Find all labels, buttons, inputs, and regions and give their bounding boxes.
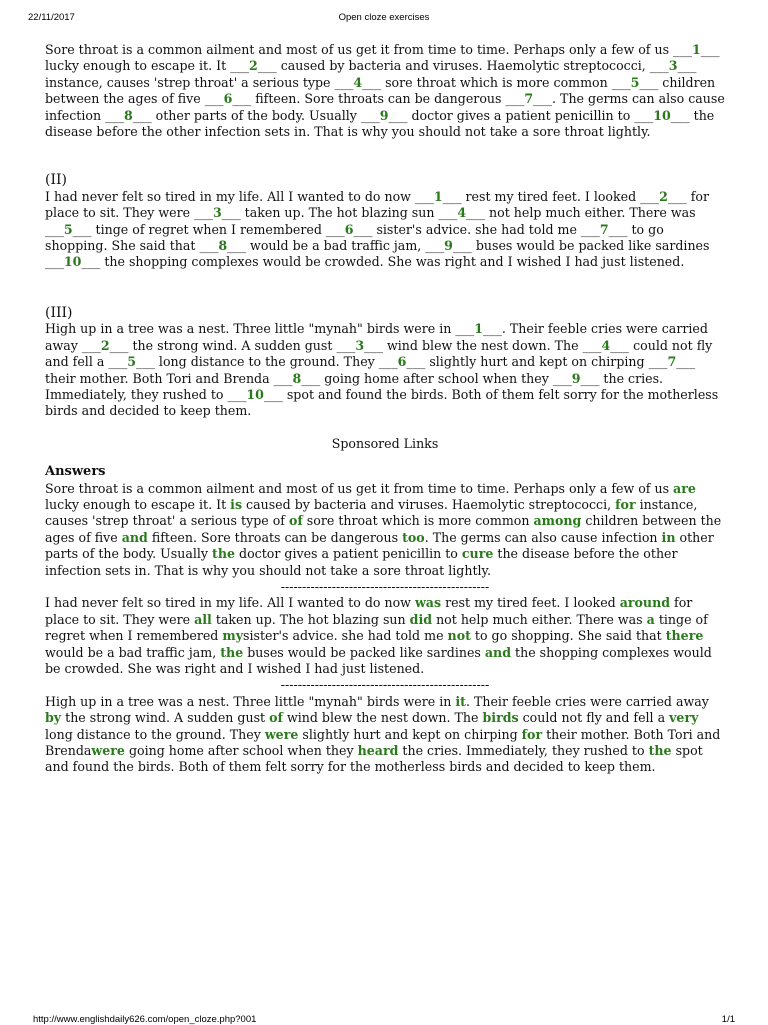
exercise3-text-8: ___ could not fly and fell a ___ — [45, 337, 713, 370]
answer3-text-20: spot and found the birds. Both of them felt sorry for the motherless birds and decided to keep them. — [45, 743, 703, 775]
answer2-blank-19: and — [484, 644, 512, 660]
exercise2-blank-5: 3 — [213, 205, 222, 221]
exercise3-blank-9: 5 — [127, 354, 137, 370]
exercise2-blank-9: 5 — [63, 221, 73, 237]
exercise1-blank-11: 6 — [223, 91, 233, 107]
answer3-text-6: wind blew the nest down. The — [282, 710, 483, 726]
answer2-text-16: would be a bad traffic jam, — [45, 644, 221, 660]
answer1-text-14: . The germs can also cause infection — [424, 529, 662, 545]
exercise2-text-14: ___ to go shopping. She said that ___ — [45, 221, 664, 254]
answer1-blank-7: of — [288, 513, 303, 529]
exercise3-text-4: ___ the strong wind. A sudden gust ___ — [109, 337, 356, 353]
answer2-text-6: taken up. The hot blazing sun — [211, 611, 410, 627]
footer-page-number: 1/1 — [721, 1014, 735, 1025]
sponsored-links-label: Sponsored Links — [331, 435, 439, 451]
exercise3-text-18: ___ the cries. Immediately, they rushed to ___ — [45, 370, 664, 402]
exercise2-text-6: ___ taken up. The hot blazing sun ___ — [221, 205, 458, 221]
exercise2-text-12: ___ sister's advice. she had told me ___ — [353, 221, 600, 237]
separator-2: ------------------------------------------------- — [280, 677, 490, 693]
separator-1: ------------------------------------------------- — [280, 578, 490, 594]
answer2-text-18: buses would be packed like sardines — [243, 644, 485, 660]
answer2-blank-7: did — [409, 611, 433, 627]
exercise2-blank-17: 9 — [444, 238, 453, 254]
exercise1-blank-1: 1 — [691, 42, 701, 57]
exercise2-blank-11: 6 — [344, 221, 354, 237]
answer-2-passage — [45, 595, 725, 677]
exercise1-text-20: ___ the disease before the other infection sets in. That is why you should not take a sore throat lightly. — [45, 107, 715, 140]
answer1-blank-9: among — [533, 513, 582, 529]
answer1-blank-15: in — [661, 529, 676, 545]
exercise2-blank-13: 7 — [599, 221, 609, 237]
answer1-text-10: children between the ages of five — [45, 513, 722, 545]
answer3-blank-15: were — [91, 743, 125, 759]
exercise1-blank-9: 5 — [630, 74, 640, 90]
exercise2-text-20: ___ the shopping complexes would be crowded. She was right and I wished I had just listened. — [81, 254, 685, 270]
answer2-blank-13: not — [447, 628, 471, 644]
exercise1-text-12: ___ fifteen. Sore throats can be dangerous ___ — [232, 91, 525, 107]
exercise1-text-16: ___ other parts of the body. Usually ___ — [132, 107, 380, 123]
exercise1-blank-7: 4 — [353, 74, 363, 90]
exercise2-blank-1: 1 — [433, 188, 443, 204]
exercise1-blank-15: 8 — [123, 107, 133, 123]
answer3-blank-17: heard — [357, 743, 399, 759]
exercise2-text-4: ___ for place to sit. They were ___ — [45, 188, 709, 221]
exercise3-blank-3: 2 — [100, 337, 110, 353]
exercise3-text-10: ___ long distance to the ground. They ___ — [136, 354, 398, 370]
answer3-blank-9: very — [669, 710, 699, 726]
answer3-text-2: . Their feeble cries were carried away — [465, 693, 709, 709]
answer3-text-12: slightly hurt and kept on chirping — [298, 726, 522, 742]
exercise3-blank-17: 9 — [571, 370, 581, 386]
answer1-text-12: fifteen. Sore throats can be dangerous — [147, 529, 403, 545]
exercise1-text-14: ___. The germs can also cause infection ___ — [45, 91, 725, 123]
answer1-text-20: the disease before the other infection sets in. That is why you should not take a sore throat lightly. — [45, 546, 678, 578]
exercise1-text-4: ___ caused by bacteria and viruses. Haemolytic streptococci, ___ — [257, 58, 669, 74]
answer1-text-6: instance, causes 'strep throat' a serious type of — [45, 496, 698, 529]
exercise3-blank-13: 7 — [667, 354, 677, 370]
answer1-blank-3: is — [230, 496, 243, 512]
answer2-text-12: sister's advice. she had told me — [243, 628, 448, 644]
answer1-blank-11: and — [121, 529, 148, 545]
answer2-blank-15: there — [665, 628, 704, 644]
answer2-text-0: I had never felt so tired in my life. All I wanted to do now — [45, 595, 415, 611]
exercise2-blank-3: 2 — [659, 188, 668, 204]
answer3-text-14: their mother. Both Tori and Brenda — [45, 726, 721, 759]
answer1-text-0: Sore throat is a common ailment and most of us get it from time to time. Perhaps only a few of us — [45, 480, 674, 496]
exercise1-blank-19: 10 — [653, 107, 671, 123]
exercise2-blank-19: 10 — [63, 254, 82, 270]
answer3-blank-5: of — [269, 710, 283, 726]
answer3-text-4: the strong wind. A sudden gust — [61, 710, 270, 726]
answer1-blank-19: cure — [461, 546, 494, 562]
answer3-text-16: going home after school when they — [124, 743, 358, 759]
answer2-text-20: the shopping complexes would be crowded. She was right and I wished I had just listened. — [45, 644, 712, 676]
exercise2-blank-15: 8 — [218, 238, 228, 254]
print-title: Open cloze exercises — [338, 12, 430, 23]
exercise-2-passage — [45, 189, 725, 271]
exercise1-blank-17: 9 — [379, 107, 389, 123]
exercise2-text-8: ___ not help much either. There was ___ — [45, 205, 696, 237]
exercise3-text-0: High up in a tree was a nest. Three little "mynah" birds were in ___ — [45, 321, 475, 337]
exercise1-text-8: ___ sore throat which is more common ___ — [362, 74, 631, 90]
answer3-text-18: the cries. Immediately, they rushed to — [398, 743, 649, 759]
exercise-3-passage — [45, 321, 725, 419]
answer3-blank-3: by — [45, 710, 62, 726]
answer1-text-4: caused by bacteria and viruses. Haemolytic streptococci, — [242, 496, 616, 512]
exercise3-text-14: ___ their mother. Both Tori and Brenda ___ — [45, 354, 696, 386]
answer3-blank-19: the — [648, 743, 672, 759]
answer1-text-16: other parts of the body. Usually — [45, 529, 714, 562]
answer1-blank-1: are — [673, 480, 696, 496]
answer3-blank-11: were — [264, 726, 299, 742]
print-date: 22/11/2017 — [28, 12, 75, 23]
exercise3-text-20: ___ spot and found the birds. Both of them felt sorry for the motherless birds and decided to keep them. — [45, 386, 719, 419]
exercise2-text-2: ___ rest my tired feet. I looked ___ — [442, 188, 660, 204]
exercise3-text-6: ___ wind blew the nest down. The ___ — [364, 337, 602, 353]
answer2-text-4: for place to sit. They were — [45, 595, 693, 627]
exercise3-text-12: ___ slightly hurt and kept on chirping ___ — [406, 354, 668, 370]
answer2-text-8: not help much either. There was — [432, 611, 647, 627]
exercise2-blank-7: 4 — [457, 205, 467, 221]
answer2-text-14: to go shopping. She said that — [470, 628, 666, 644]
exercise3-blank-11: 6 — [397, 354, 407, 370]
exercise2-text-0: I had never felt so tired in my life. All I wanted to do now ___ — [45, 188, 434, 204]
exercise2-text-10: ___ tinge of regret when I remembered ___ — [72, 221, 345, 237]
exercise3-text-16: ___ going home after school when they ___ — [301, 370, 572, 386]
answer2-blank-9: a — [646, 611, 655, 627]
answer3-text-10: long distance to the ground. They — [45, 726, 265, 742]
answer3-blank-7: birds — [482, 710, 519, 726]
answer1-text-8: sore throat which is more common — [302, 513, 534, 529]
section-heading-3: (III) — [45, 304, 73, 321]
answer1-blank-5: for — [615, 496, 636, 512]
answers-heading: Answers — [45, 464, 106, 480]
exercise1-blank-13: 7 — [524, 91, 534, 107]
answer2-blank-3: around — [619, 595, 671, 611]
exercise2-text-16: ___ would be a bad traffic jam, ___ — [227, 238, 445, 254]
exercise1-text-10: ___ children between the ages of five ___ — [45, 74, 716, 107]
exercise1-text-2: ___ lucky enough to escape it. It ___ — [45, 42, 720, 74]
section-heading-2: (II) — [45, 172, 67, 189]
answer1-blank-13: too — [402, 529, 425, 545]
answer1-blank-17: the — [212, 546, 236, 562]
exercise3-blank-15: 8 — [292, 370, 302, 386]
exercise-1-passage — [45, 42, 725, 140]
answer3-text-0: High up in a tree was a nest. Three little "mynah" birds were in — [45, 693, 456, 709]
answer-3-passage — [45, 694, 725, 776]
answer2-text-2: rest my tired feet. I looked — [441, 595, 620, 611]
page-content — [45, 42, 725, 776]
exercise3-blank-7: 4 — [601, 337, 611, 353]
exercise3-blank-19: 10 — [246, 386, 264, 402]
exercise1-blank-5: 3 — [668, 58, 678, 74]
answer1-text-18: doctor gives a patient penicillin to — [235, 546, 462, 562]
exercise3-text-2: ___. Their feeble cries were carried away ___ — [45, 321, 708, 353]
exercise3-blank-5: 3 — [355, 337, 365, 353]
exercise2-text-18: ___ buses would be packed like sardines ___ — [45, 238, 710, 270]
answer-1-passage — [45, 481, 725, 579]
exercise1-text-0: Sore throat is a common ailment and most of us get it from time to time. Perhaps only a few of us ___ — [45, 42, 692, 57]
answer1-text-2: lucky enough to escape it. It — [45, 496, 231, 512]
exercise3-blank-1: 1 — [474, 321, 483, 337]
exercise1-text-6: ___ instance, causes 'strep throat' a serious type ___ — [45, 58, 697, 90]
answer3-text-8: could not fly and fell a — [518, 710, 670, 726]
exercise1-text-18: ___ doctor gives a patient penicillin to ___ — [388, 107, 654, 123]
answer2-blank-11: my — [222, 628, 244, 644]
answer2-blank-1: was — [414, 595, 442, 611]
answer2-blank-5: all — [194, 611, 212, 627]
answer3-blank-13: for — [521, 726, 543, 742]
answer3-blank-1: it — [455, 693, 466, 709]
answer2-text-10: tinge of regret when I remembered — [45, 611, 708, 644]
exercise1-blank-3: 2 — [249, 58, 258, 74]
answer2-blank-17: the — [220, 644, 244, 660]
footer-url: http://www.englishdaily626.com/open_cloze.php?001 — [33, 1014, 257, 1025]
